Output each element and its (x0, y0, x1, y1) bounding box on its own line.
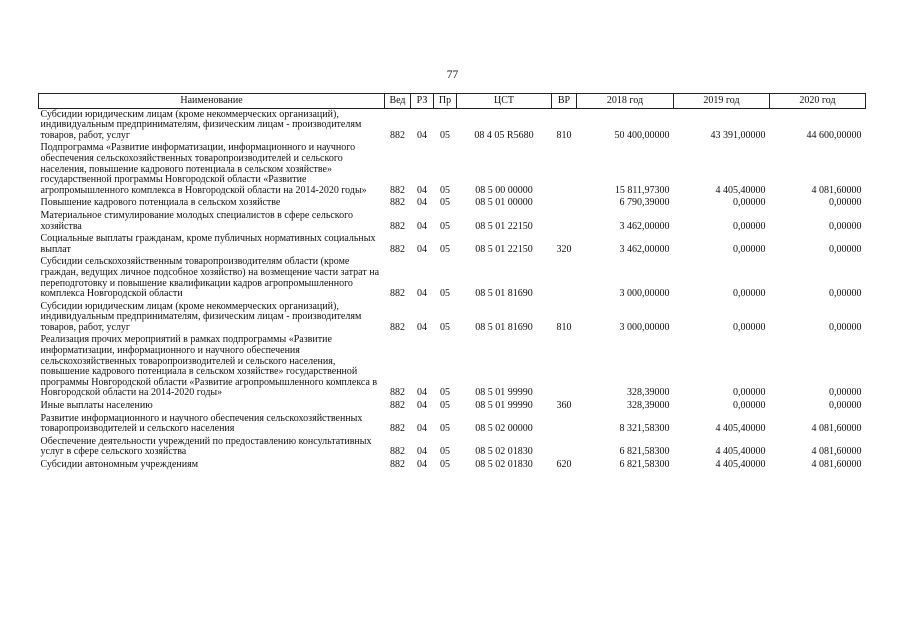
cell-cst: 08 5 01 99990 (475, 400, 533, 412)
cell-ved: 882 (390, 129, 405, 141)
cell-pr: 05 (440, 459, 450, 470)
cell-y2018: 50 400,00000 (614, 129, 670, 141)
cell-y2018: 3 000,00000 (619, 288, 670, 300)
cell-pr: 05 (440, 184, 450, 196)
cell-y2018: 328,39000 (627, 400, 670, 412)
cell-cst: 08 5 01 81690 (475, 288, 533, 300)
cell-cst: 08 5 01 99990 (475, 387, 533, 399)
cell-ved: 882 (390, 446, 405, 458)
cell-y2020: 0,00000 (829, 321, 862, 333)
cell-y2019: 4 405,40000 (715, 423, 766, 435)
cell-cst: 08 5 01 00000 (475, 197, 533, 209)
cell-y2019: 0,00000 (733, 243, 766, 255)
cell-name: Обеспечение деятельности учреждений по предоставлению консультативных услуг в сфере сельского хозяйства (40, 435, 372, 458)
table-row (39, 301, 866, 335)
cell-cst: 08 4 05 R5680 (474, 129, 534, 141)
table-row (39, 233, 866, 256)
cell-vr (552, 210, 577, 233)
table-row (39, 400, 866, 413)
cell-rz: 04 (417, 446, 427, 458)
cell-pr: 05 (440, 321, 450, 333)
budget-table (38, 93, 866, 472)
cell-ved: 882 (390, 459, 405, 470)
cell-vr (552, 142, 577, 197)
cell-rz: 04 (417, 423, 427, 435)
cell-ved: 882 (390, 197, 405, 209)
cell-ved: 882 (390, 321, 405, 333)
cell-rz: 04 (417, 321, 427, 333)
cell-rz: 04 (417, 459, 427, 470)
cell-y2020: 44 600,00000 (806, 129, 862, 141)
cell-y2019: 0,00000 (733, 400, 766, 412)
header-2019: 2019 год (674, 94, 770, 109)
cell-rz: 04 (417, 129, 427, 141)
cell-cst: 08 5 02 01830 (475, 446, 533, 458)
cell-y2018: 328,39000 (627, 387, 670, 399)
cell-ved: 882 (390, 220, 405, 232)
cell-cst: 08 5 02 01830 (475, 459, 533, 470)
cell-y2019: 43 391,00000 (710, 129, 766, 141)
cell-name: Подпрограмма «Развитие информатизации, информационного и научного обеспечения сельскохозяйственных товаропроизводителей и сельского населения, повышение кадрового потенциала в сельском хозяйстве» государственной программы Новгородской области «Развитие агропромышленного комплекса в Новгородской области на 2014-2020 годы» (40, 142, 367, 196)
cell-y2019: 0,00000 (733, 288, 766, 300)
header-ved: Вед (385, 94, 411, 109)
cell-rz: 04 (417, 243, 427, 255)
cell-y2018: 8 321,58300 (619, 423, 670, 435)
cell-vr: 320 (556, 243, 572, 255)
cell-vr (552, 256, 577, 300)
cell-pr: 05 (440, 423, 450, 435)
cell-rz: 04 (417, 387, 427, 399)
cell-cst: 08 5 01 22150 (475, 220, 533, 232)
cell-pr: 05 (440, 243, 450, 255)
cell-rz: 04 (417, 184, 427, 196)
cell-vr (552, 334, 577, 400)
cell-y2020: 4 081,60000 (811, 184, 862, 196)
cell-cst: 08 5 02 00000 (475, 423, 533, 435)
cell-y2019: 0,00000 (733, 387, 766, 399)
cell-y2020: 4 081,60000 (811, 423, 862, 435)
cell-name: Повышение кадрового потенциала в сельском хозяйстве (40, 197, 281, 209)
cell-name: Субсидии юридическим лицам (кроме некоммерческих организаций), индивидуальным предпринимателям, физическим лицам - производителям товаров, работ, услуг (40, 108, 362, 141)
table-row (39, 210, 866, 233)
cell-name: Социальные выплаты гражданам, кроме публичных нормативных социальных выплат (40, 233, 376, 255)
header-cst: ЦСТ (457, 94, 552, 109)
table-row (39, 142, 866, 197)
cell-y2018: 3 000,00000 (619, 321, 670, 333)
cell-pr: 05 (440, 220, 450, 232)
cell-cst: 08 5 00 00000 (475, 184, 533, 196)
cell-name: Субсидии юридическим лицам (кроме некоммерческих организаций), индивидуальным предпринимателям, физическим лицам - производителям товаров, работ, услуг (40, 300, 362, 333)
cell-y2019: 4 405,40000 (715, 184, 766, 196)
cell-ved: 882 (390, 387, 405, 399)
header-vr: ВР (552, 94, 577, 109)
cell-y2020: 0,00000 (829, 243, 862, 255)
cell-y2020: 0,00000 (829, 220, 862, 232)
cell-name: Субсидии сельскохозяйственным товаропроизводителям области (кроме граждан, ведущих личное подсобное хозяйство) на возмещение части затрат на переподготовку и повышение квалификации кадров агропромышленного комплекса Новгородской области (40, 256, 380, 300)
cell-y2018: 6 821,58300 (619, 459, 670, 470)
header-2020: 2020 год (770, 94, 866, 109)
cell-y2019: 4 405,40000 (715, 446, 766, 458)
cell-vr: 620 (556, 459, 572, 470)
cell-rz: 04 (417, 197, 427, 209)
cell-name: Реализация прочих мероприятий в рамках подпрограммы «Развитие информатизации, информационного и научного обеспечения сельскохозяйственных товаропроизводителей и сельского населения, повышение кадрового потенциала в сельском хозяйстве» государственной программы Новгородской области «Развитие агропромышленного комплекса в Новгородской области на 2014-2020 годы» (40, 334, 378, 399)
cell-rz: 04 (417, 288, 427, 300)
table-row (39, 197, 866, 210)
cell-vr (552, 413, 577, 436)
cell-y2018: 6 821,58300 (619, 446, 670, 458)
header-rz: РЗ (411, 94, 434, 109)
cell-y2020: 0,00000 (829, 197, 862, 209)
cell-y2020: 0,00000 (829, 387, 862, 399)
cell-y2020: 0,00000 (829, 288, 862, 300)
cell-vr: 810 (556, 321, 572, 333)
cell-ved: 882 (390, 184, 405, 196)
table-row (39, 436, 866, 459)
cell-ved: 882 (390, 400, 405, 412)
header-pr: Пр (434, 94, 457, 109)
cell-pr: 05 (440, 446, 450, 458)
table-row (39, 108, 866, 142)
cell-name: Развитие информационного и научного обеспечения сельскохозяйственных товаропроизводителей и сельского населения (40, 412, 363, 435)
table-row (39, 413, 866, 436)
cell-y2020: 4 081,60000 (811, 446, 862, 458)
cell-pr: 05 (440, 387, 450, 399)
cell-y2019: 0,00000 (733, 197, 766, 209)
cell-y2018: 15 811,97300 (614, 184, 670, 196)
table-row (39, 334, 866, 400)
cell-pr: 05 (440, 400, 450, 412)
cell-y2018: 3 462,00000 (619, 220, 670, 232)
cell-cst: 08 5 01 22150 (475, 243, 533, 255)
cell-pr: 05 (440, 129, 450, 141)
cell-y2019: 0,00000 (733, 321, 766, 333)
cell-name: Субсидии автономным учреждениям (40, 459, 199, 470)
cell-vr (552, 197, 577, 210)
cell-rz: 04 (417, 220, 427, 232)
cell-y2020: 4 081,60000 (811, 459, 862, 470)
header-2018: 2018 год (577, 94, 674, 109)
cell-vr (552, 436, 577, 459)
table-header-row (39, 94, 866, 109)
cell-ved: 882 (390, 288, 405, 300)
cell-ved: 882 (390, 243, 405, 255)
cell-y2019: 4 405,40000 (715, 459, 766, 470)
table-row (39, 256, 866, 300)
cell-name: Материальное стимулирование молодых специалистов в сфере сельского хозяйства (40, 209, 354, 232)
cell-y2019: 0,00000 (733, 220, 766, 232)
page-number: 77 (446, 69, 459, 81)
cell-pr: 05 (440, 288, 450, 300)
cell-y2018: 6 790,39000 (619, 197, 670, 209)
cell-y2018: 3 462,00000 (619, 243, 670, 255)
cell-name: Иные выплаты населению (40, 400, 153, 412)
table-row (39, 459, 866, 472)
header-name: Наименование (39, 94, 385, 109)
table-body (39, 108, 866, 472)
cell-ved: 882 (390, 423, 405, 435)
cell-vr: 810 (556, 129, 572, 141)
cell-cst: 08 5 01 81690 (475, 321, 533, 333)
cell-pr: 05 (440, 197, 450, 209)
cell-y2020: 0,00000 (829, 400, 862, 412)
cell-vr: 360 (556, 400, 572, 412)
cell-rz: 04 (417, 400, 427, 412)
